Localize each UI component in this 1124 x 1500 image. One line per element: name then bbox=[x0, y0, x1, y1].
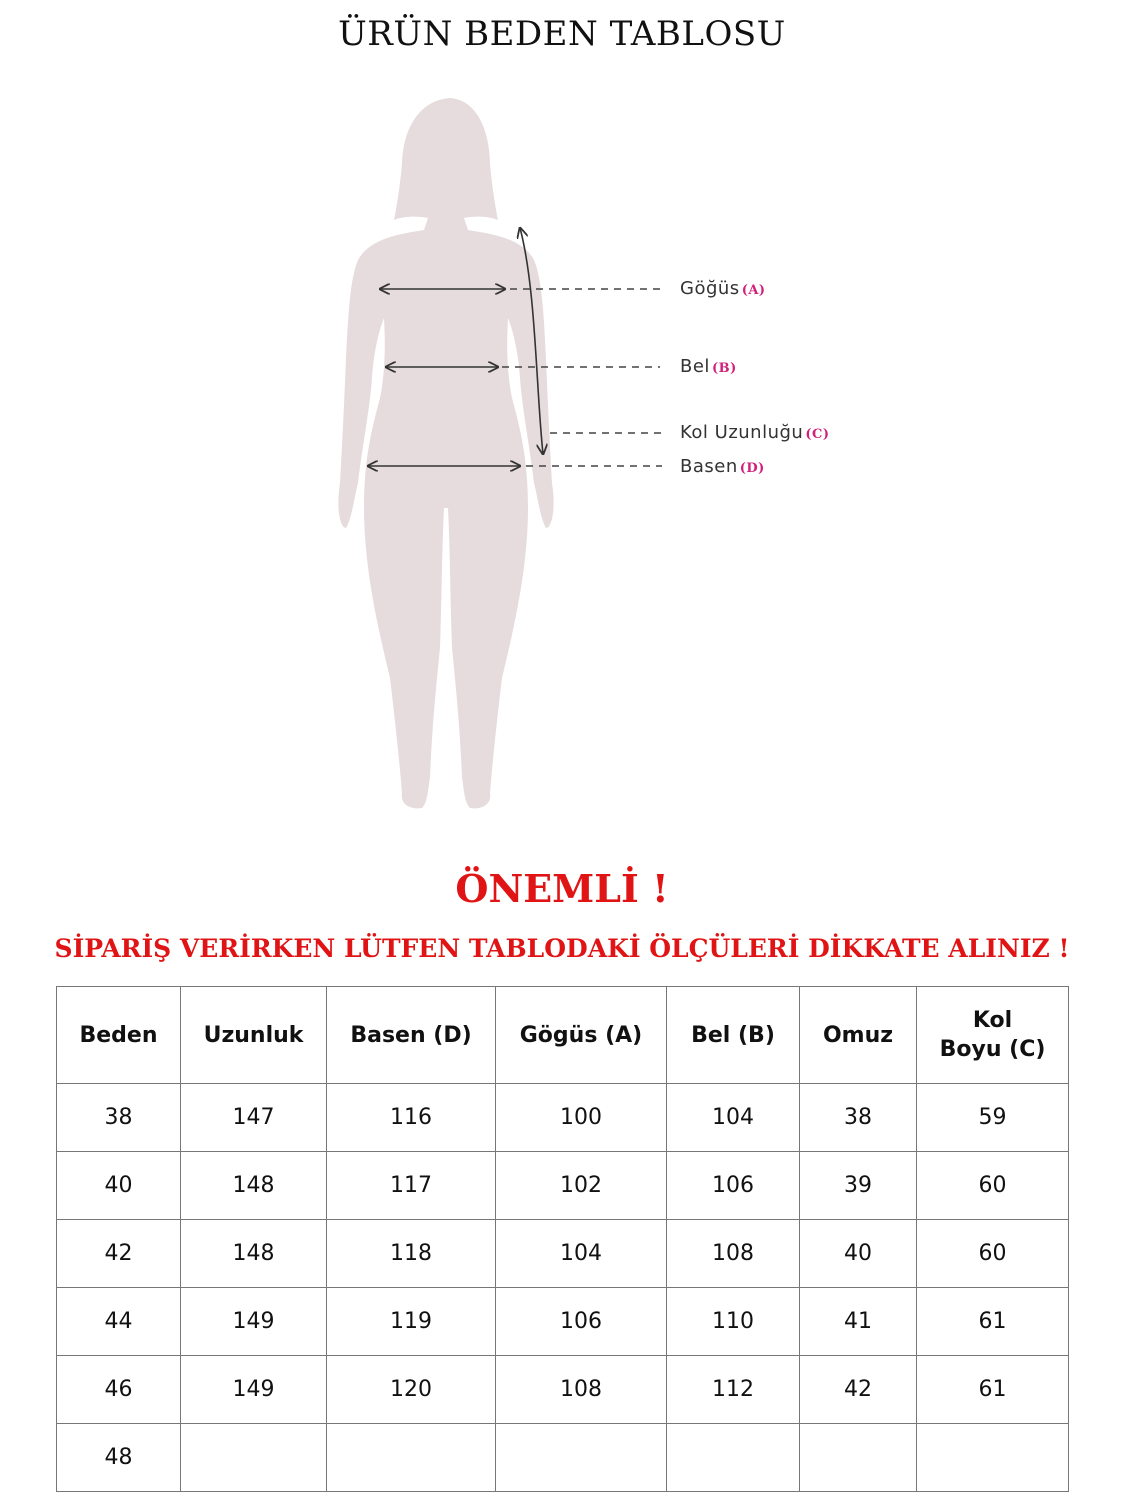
table-row bbox=[57, 1288, 1069, 1356]
table-cell: 116 bbox=[327, 1084, 496, 1152]
table-row bbox=[57, 1220, 1069, 1288]
female-silhouette-illustration bbox=[300, 88, 900, 828]
table-cell bbox=[496, 1424, 667, 1492]
table-cell: 149 bbox=[181, 1288, 327, 1356]
header-kol-line2: Boyu (C) bbox=[939, 1037, 1046, 1062]
measurement-label-sleeve bbox=[680, 422, 829, 443]
table-cell: 61 bbox=[917, 1356, 1069, 1424]
measurement-label-text: Basen bbox=[680, 456, 738, 477]
table-cell: 60 bbox=[917, 1152, 1069, 1220]
measurement-code: (A) bbox=[741, 283, 766, 298]
measurement-code: (B) bbox=[711, 361, 737, 376]
table-cell: 40 bbox=[57, 1152, 181, 1220]
header-bel: Bel (B) bbox=[667, 987, 800, 1084]
table-cell: 147 bbox=[181, 1084, 327, 1152]
important-heading: ÖNEMLİ ! bbox=[455, 866, 669, 911]
table-cell: 60 bbox=[917, 1220, 1069, 1288]
measurement-label-text: Kol Uzunluğu bbox=[680, 422, 804, 443]
table-cell: 108 bbox=[496, 1356, 667, 1424]
table-cell: 104 bbox=[667, 1084, 800, 1152]
measurement-label-text: Bel bbox=[680, 356, 710, 377]
table-cell: 148 bbox=[181, 1152, 327, 1220]
table-cell: 120 bbox=[327, 1356, 496, 1424]
table-cell: 106 bbox=[667, 1152, 800, 1220]
table-cell bbox=[327, 1424, 496, 1492]
table-cell: 104 bbox=[496, 1220, 667, 1288]
table-cell bbox=[800, 1424, 917, 1492]
table-cell: 106 bbox=[496, 1288, 667, 1356]
table-cell: 117 bbox=[327, 1152, 496, 1220]
table-cell bbox=[917, 1424, 1069, 1492]
page-title: ÜRÜN BEDEN TABLOSU bbox=[338, 14, 786, 54]
header-gogus: Gögüs (A) bbox=[496, 987, 667, 1084]
body-measurement-figure bbox=[300, 88, 900, 828]
table-cell: 102 bbox=[496, 1152, 667, 1220]
table-cell bbox=[667, 1424, 800, 1492]
size-table-body bbox=[57, 1084, 1069, 1492]
table-row bbox=[57, 1356, 1069, 1424]
header-omuz: Omuz bbox=[800, 987, 917, 1084]
table-cell: 112 bbox=[667, 1356, 800, 1424]
table-cell: 39 bbox=[800, 1152, 917, 1220]
table-cell: 38 bbox=[57, 1084, 181, 1152]
header-kol-boyu bbox=[917, 987, 1069, 1084]
table-cell: 48 bbox=[57, 1424, 181, 1492]
measurement-label-text: Göğüs bbox=[680, 278, 740, 299]
table-cell: 42 bbox=[57, 1220, 181, 1288]
table-row bbox=[57, 1152, 1069, 1220]
table-header-row bbox=[57, 987, 1069, 1084]
table-cell: 38 bbox=[800, 1084, 917, 1152]
table-cell: 44 bbox=[57, 1288, 181, 1356]
measurement-label-hip bbox=[680, 456, 765, 477]
table-cell: 41 bbox=[800, 1288, 917, 1356]
table-cell: 108 bbox=[667, 1220, 800, 1288]
warning-notice: SİPARİŞ VERİRKEN LÜTFEN TABLODAKİ ÖLÇÜLERİ DİKKATE ALINIZ ! bbox=[54, 934, 1070, 963]
silhouette-shape bbox=[338, 98, 553, 808]
table-cell: 148 bbox=[181, 1220, 327, 1288]
table-cell: 110 bbox=[667, 1288, 800, 1356]
table-cell bbox=[181, 1424, 327, 1492]
measurement-label-chest bbox=[680, 278, 766, 299]
table-cell: 59 bbox=[917, 1084, 1069, 1152]
table-cell: 100 bbox=[496, 1084, 667, 1152]
table-cell: 42 bbox=[800, 1356, 917, 1424]
measurement-code: (C) bbox=[805, 427, 830, 442]
header-basen: Basen (D) bbox=[327, 987, 496, 1084]
table-cell: 118 bbox=[327, 1220, 496, 1288]
table-cell: 149 bbox=[181, 1356, 327, 1424]
table-cell: 46 bbox=[57, 1356, 181, 1424]
header-kol-line1: Kol bbox=[972, 1008, 1013, 1033]
size-table bbox=[56, 986, 1069, 1492]
table-row bbox=[57, 1084, 1069, 1152]
measurement-code: (D) bbox=[739, 461, 765, 476]
table-cell: 119 bbox=[327, 1288, 496, 1356]
header-beden: Beden bbox=[57, 987, 181, 1084]
table-cell: 40 bbox=[800, 1220, 917, 1288]
table-row bbox=[57, 1424, 1069, 1492]
table-cell: 61 bbox=[917, 1288, 1069, 1356]
header-uzunluk: Uzunluk bbox=[181, 987, 327, 1084]
measurement-label-waist bbox=[680, 356, 737, 377]
